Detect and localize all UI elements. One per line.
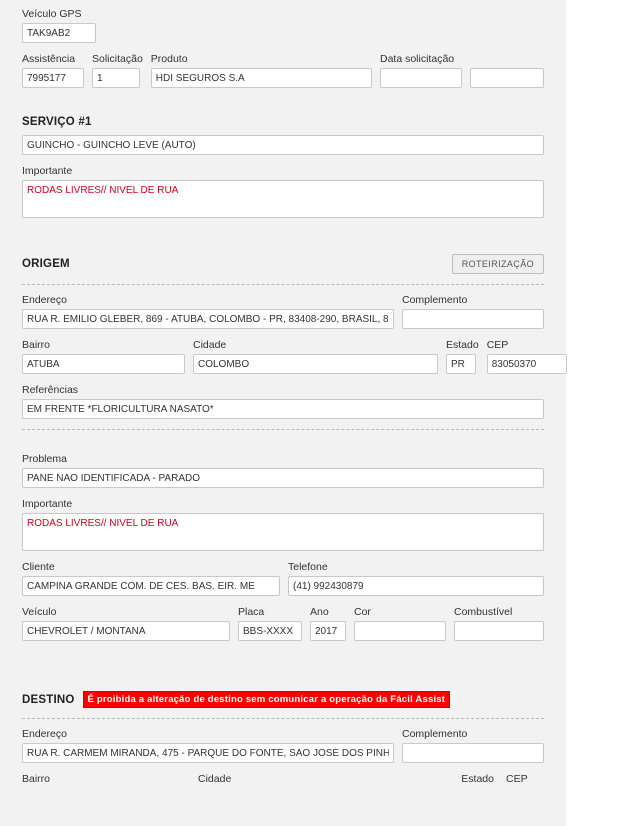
cor-group: [354, 606, 446, 641]
telefone-input[interactable]: [288, 576, 544, 596]
destino-cep-group: [506, 773, 528, 788]
destino-bairro-group: [22, 773, 50, 788]
cliente-row: [22, 561, 544, 596]
origem-bairro-input[interactable]: [22, 354, 185, 374]
destino-estado-group: [461, 773, 494, 788]
ano-group: [310, 606, 346, 641]
destino-title-text: DESTINO: [22, 693, 75, 706]
combustivel-input[interactable]: [454, 621, 544, 641]
destino-cidade-label: Cidade: [198, 773, 232, 785]
destino-local-row: [22, 773, 544, 788]
cor-input[interactable]: [354, 621, 446, 641]
destino-endereco-group: [22, 728, 394, 763]
destino-cidade-group: [198, 773, 231, 788]
spacer: [22, 651, 544, 673]
solicitacao-field-group: [92, 53, 143, 88]
origem-section-title: [22, 254, 544, 274]
servico-importante-textarea[interactable]: [22, 180, 544, 218]
hora-solicitacao-input[interactable]: [470, 68, 544, 88]
ocorrencia-importante-block: [22, 498, 544, 551]
data-solicitacao-input[interactable]: [380, 68, 462, 88]
origem-cidade-label: Cidade: [193, 339, 227, 351]
servico-tipo-input[interactable]: [22, 135, 544, 155]
origem-referencias-input[interactable]: [22, 399, 544, 419]
ano-label: Ano: [310, 606, 329, 618]
veiculo-label: Veículo: [22, 606, 57, 618]
telefone-group: [288, 561, 544, 596]
assistencia-input[interactable]: [22, 68, 84, 88]
produto-input[interactable]: [151, 68, 372, 88]
placa-input[interactable]: [238, 621, 302, 641]
origem-endereco-group: [22, 294, 394, 329]
gps-block: [22, 8, 544, 43]
veiculo-group: [22, 606, 230, 641]
hora-solicitacao-group: [470, 53, 544, 88]
spacer: [22, 228, 544, 250]
destino-warning-badge: É proibida a alteração de destino sem comunicar a operação da Fácil Assist: [83, 691, 451, 708]
origem-estado-input[interactable]: [446, 354, 476, 374]
gps-input[interactable]: [22, 23, 96, 43]
origem-bairro-label: Bairro: [22, 339, 51, 351]
assistencia-field-group: [22, 53, 84, 88]
origem-complemento-group: [402, 294, 544, 329]
hora-solicitacao-label: [470, 53, 544, 65]
destino-endereco-label: Endereço: [22, 728, 67, 740]
spacer: [22, 439, 544, 453]
cliente-label: Cliente: [22, 561, 55, 573]
origem-cep-label: CEP: [486, 339, 509, 351]
veiculo-input[interactable]: [22, 621, 230, 641]
spacer: [22, 673, 544, 687]
destino-endereco-input[interactable]: [22, 743, 394, 763]
origem-cep-input[interactable]: [487, 354, 567, 374]
origem-cep-group: [487, 339, 567, 374]
origem-cidade-group: [193, 339, 438, 374]
origem-title-text: ORIGEM: [22, 258, 70, 270]
ano-input[interactable]: [310, 621, 346, 641]
destino-cep-label: CEP: [506, 773, 528, 785]
telefone-label: Telefone: [288, 561, 328, 573]
origem-estado-group: [446, 339, 479, 374]
destino-estado-label: Estado: [461, 773, 494, 785]
destino-section-title: [22, 691, 544, 708]
cliente-group: [22, 561, 280, 596]
combustivel-label: Combustível: [454, 606, 513, 618]
destino-complemento-label: Complemento: [402, 728, 468, 740]
servico-importante-block: [22, 165, 544, 218]
ocorrencia-importante-textarea[interactable]: [22, 513, 544, 551]
origem-endereco-label: Endereço: [22, 294, 67, 306]
veiculo-row: [22, 606, 544, 641]
servico-importante-label: Importante: [22, 165, 73, 177]
spacer: [22, 98, 544, 112]
origem-complemento-label: Complemento: [402, 294, 468, 306]
placa-group: [238, 606, 302, 641]
origem-referencias-block: [22, 384, 544, 419]
data-solicitacao-label: Data solicitação: [380, 53, 455, 65]
destino-complemento-input[interactable]: [402, 743, 544, 763]
produto-label: Produto: [150, 53, 188, 65]
servico-title-text: SERVIÇO #1: [22, 116, 92, 128]
cliente-input[interactable]: [22, 576, 280, 596]
placa-label: Placa: [238, 606, 265, 618]
cor-label: Cor: [354, 606, 371, 618]
solicitacao-input[interactable]: [92, 68, 140, 88]
servico-tipo-block: [22, 135, 544, 155]
origem-endereco-input[interactable]: [22, 309, 394, 329]
ocorrencia-importante-label: Importante: [22, 498, 73, 510]
assistencia-label: Assistência: [22, 53, 76, 65]
origem-cidade-input[interactable]: [193, 354, 438, 374]
problema-block: [22, 453, 544, 488]
problema-input[interactable]: [22, 468, 544, 488]
destino-bairro-label: Bairro: [22, 773, 51, 785]
origem-complemento-input[interactable]: [402, 309, 544, 329]
origem-estado-label: Estado: [446, 339, 479, 351]
data-solicitacao-group: [380, 53, 462, 88]
solicitacao-label: Solicitação: [92, 53, 143, 65]
servico-section-title: [22, 116, 544, 128]
assistencia-row: [22, 53, 544, 88]
destino-complemento-group: [402, 728, 544, 763]
combustivel-group: [454, 606, 544, 641]
divider: [22, 429, 544, 430]
destino-endereco-row: [22, 728, 544, 763]
divider: [22, 718, 544, 719]
divider: [22, 284, 544, 285]
problema-label: Problema: [22, 453, 67, 465]
origem-endereco-row: [22, 294, 544, 329]
origem-referencias-label: Referências: [22, 384, 79, 396]
gps-label: Veículo GPS: [22, 8, 82, 20]
roteirizacao-button[interactable]: ROTEIRIZAÇÃO: [452, 254, 544, 274]
origem-local-row: [22, 339, 544, 374]
origem-bairro-group: [22, 339, 185, 374]
produto-field-group: [151, 53, 372, 88]
